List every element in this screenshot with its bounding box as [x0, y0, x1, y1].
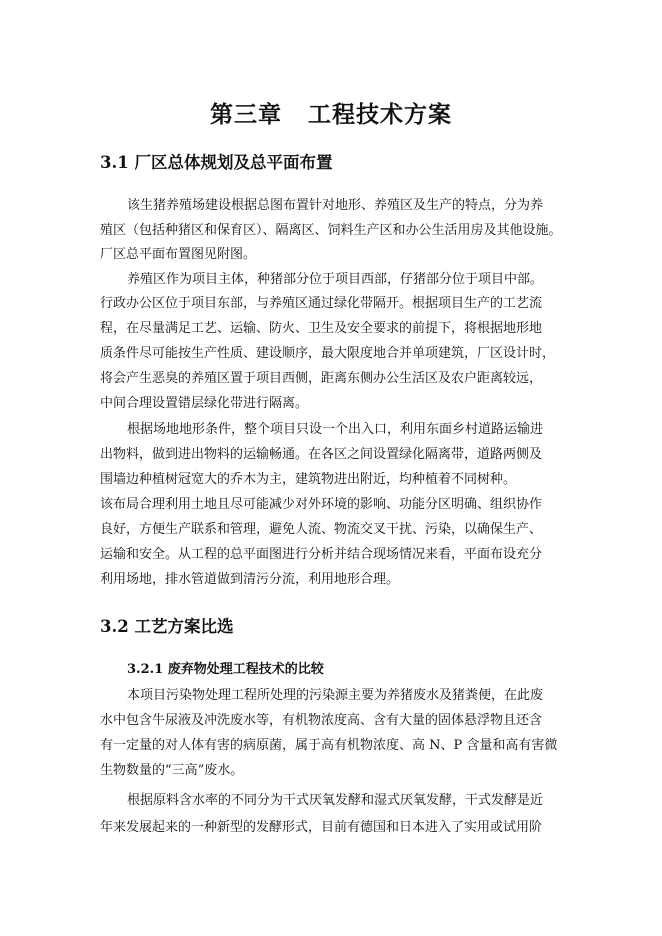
paragraph-line: 出物料，做到进出物料的运输畅通。在各区之间设置绿化隔离带，道路两侧及 — [100, 447, 543, 462]
paragraph-line: 养殖区作为项目主体，种猪部分位于项目西部，仔猪部分位于项目中部。 — [127, 272, 544, 287]
paragraph-line: 行政办公区位于项目东部，与养殖区通过绿化带隔开。根据项目生产的工艺流 — [100, 296, 543, 311]
paragraph-line: 围墙边种植树冠宽大的乔木为主，建筑物进出附近，均种植着不同树种。 — [100, 472, 517, 487]
section-heading-3-2: 3.2 工艺方案比选 — [100, 617, 234, 636]
paragraph-line: 生物数量的“三高”废水。 — [100, 763, 244, 778]
paragraph-line: 利用场地，排水管道做到清污分流，利用地形合理。 — [100, 572, 400, 587]
paragraph-line: 根据场地地形条件，整个项目只设一个出入口，利用东面乡村道路运输进 — [127, 422, 544, 437]
chapter-title — [0, 100, 662, 130]
paragraph-line: 将会产生恶臭的养殖区置于项目西侧，距离东侧办公生活区及农户距离较远， — [100, 371, 543, 386]
chapter-number: 第三章 — [210, 101, 282, 128]
paragraph-line: 中间合理设置错层绿化带进行隔离。 — [100, 396, 309, 411]
paragraph-line: 该生猪养殖场建设根据总图布置针对地形、养殖区及生产的特点，分为养 — [127, 198, 544, 213]
paragraph-line: 程，在尽量满足工艺、运输、防火、卫生及安全要求的前提下，将根据地形地 — [100, 321, 543, 336]
paragraph-line: 本项目污染物处理工程所处理的污染源主要为养猪废水及猪粪便，在此废 — [127, 688, 544, 703]
paragraph-line: 运输和安全。从工程的总平面图进行分析并结合现场情况来看，平面布设充分 — [100, 547, 543, 562]
paragraph-line: 有一定量的对人体有害的病原菌，属于高有机物浓度、高 N、P 含量和高有害微 — [100, 738, 558, 753]
paragraph-line: 良好，方便生产联系和管理，避免人流、物流交叉干扰、污染，以确保生产、 — [100, 522, 543, 537]
paragraph-line: 根据原料含水率的不同分为干式厌氧发酵和湿式厌氧发酵，干式发酵是近 — [127, 793, 544, 808]
paragraph-line: 殖区（包括种猪区和保育区）、隔离区、饲料生产区和办公生活用房及其他设施。 — [100, 223, 562, 238]
paragraph-line: 厂区总平面布置图见附图。 — [100, 247, 257, 262]
paragraph-line: 年来发展起来的一种新型的发酵形式，目前有德国和日本进入了实用或试用阶 — [100, 820, 543, 835]
paragraph-line: 该布局合理利用土地且尽可能减少对外环境的影响、功能分区明确、组织协作 — [100, 497, 543, 512]
chapter-title-text: 工程技术方案 — [308, 101, 452, 128]
paragraph-line: 质条件尽可能按生产性质、建设顺序，最大限度地合并单项建筑，厂区设计时， — [100, 346, 556, 361]
section-heading-3-1: 3.1 厂区总体规划及总平面布置 — [100, 153, 333, 172]
subsection-heading-3-2-1: 3.2.1 废弃物处理工程技术的比较 — [127, 662, 324, 677]
paragraph-line: 水中包含牛尿液及冲洗废水等，有机物浓度高、含有大量的固体悬浮物且还含 — [100, 713, 543, 728]
